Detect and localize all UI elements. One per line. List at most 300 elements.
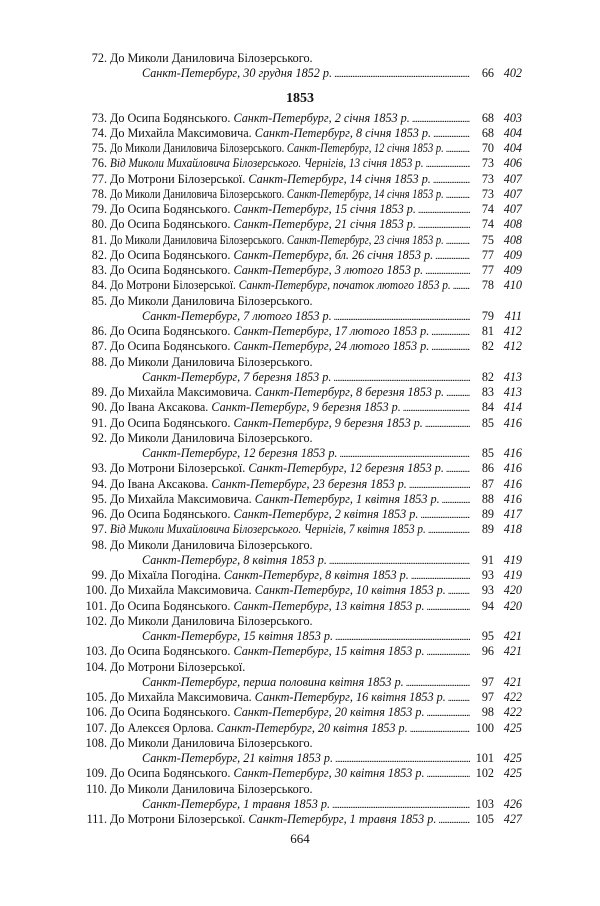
entry-place-date: Санкт-Петербург, 20 квітня 1853 р. [216, 720, 408, 735]
toc-entry-line [78, 111, 522, 126]
toc-entry-line [78, 766, 522, 781]
toc-entry [78, 111, 522, 126]
entry-body [142, 629, 470, 645]
page-ref: 82 [481, 369, 494, 384]
dot-leader [411, 568, 470, 584]
toc-entry-line [78, 690, 522, 705]
entry-body [142, 675, 470, 691]
dot-leader [433, 172, 470, 188]
toc-entry [78, 721, 522, 736]
entry-body [110, 431, 522, 446]
entry-number: 102. [85, 613, 107, 628]
page-ref: 101 [475, 751, 494, 765]
entry-number: 110. [86, 781, 107, 796]
entry-addressee: До Михайла Максимовича. [110, 491, 255, 506]
comment-page-ref: 422 [503, 690, 522, 704]
entry-place-date: Санкт-Петербург, початок лютого 1853 р. [238, 278, 451, 293]
entry-addressee: До Миколи Даниловича Білозерського. [110, 186, 287, 201]
page-ref: 105 [475, 812, 494, 826]
entry-number: 96. [91, 507, 107, 521]
entry-number: 76. [91, 156, 107, 171]
toc-entry [78, 812, 522, 827]
entry-addressee: До Алексєя Орлова. [110, 720, 217, 735]
page-ref: 87 [481, 476, 494, 491]
toc-entry-line [78, 660, 522, 675]
entry-title [110, 126, 431, 141]
comment-page-ref: 416 [503, 415, 522, 430]
entry-title [110, 233, 444, 248]
toc-entry [78, 141, 522, 156]
toc-entry [78, 400, 522, 415]
entry-body [110, 660, 522, 675]
page-ref: 73 [481, 156, 494, 171]
entry-addressee: До Миколи Даниловича Білозерського. [110, 141, 287, 155]
entry-body [110, 416, 470, 432]
entry-place-date: Санкт-Петербург, 15 квітня 1853 р. [233, 644, 425, 659]
comment-page-ref: 416 [503, 446, 522, 460]
toc-entry-line [78, 141, 522, 156]
entry-place-date: Санкт-Петербург, 12 березня 1853 р. [142, 446, 338, 460]
entry-place-date: Санкт-Петербург, 14 січня 1853 р. [286, 186, 444, 201]
toc-entry-line [78, 705, 522, 720]
toc-entry-line [78, 568, 522, 583]
toc-entry-line [78, 675, 522, 690]
page-ref: 85 [481, 415, 494, 430]
entry-body [110, 263, 470, 279]
entry-title [110, 736, 313, 751]
entry-addressee: До Миколи Даниловича Білозерського. [110, 781, 313, 796]
entry-place-date: Санкт-Петербург, 23 січня 1853 р. [286, 232, 444, 247]
page-ref: 93 [481, 568, 494, 582]
page-ref: 96 [481, 644, 494, 659]
dot-leader [329, 553, 470, 569]
comment-page-ref: 413 [503, 369, 522, 384]
comment-page-ref: 420 [503, 583, 522, 598]
comment-page-ref: 412 [503, 339, 522, 354]
entry-place-date: Санкт-Петербург, бл. 26 січня 1853 р. [233, 247, 434, 262]
entry-place-date: Санкт-Петербург, 12 січня 1853 р. [286, 141, 444, 155]
page-ref: 91 [481, 552, 494, 567]
page-ref: 88 [481, 491, 494, 506]
entry-number: 94. [91, 476, 107, 491]
toc-entry [78, 324, 522, 339]
entry-title [110, 294, 313, 309]
entry-number: 105. [85, 690, 107, 704]
entry-title [142, 446, 337, 461]
entry-place-date: Санкт-Петербург, 16 квітня 1853 р. [254, 690, 446, 704]
entry-number: 75. [91, 141, 107, 155]
dot-leader [446, 461, 470, 477]
toc-entry [78, 507, 522, 522]
entry-title [110, 278, 451, 293]
toc-entry-line [78, 339, 522, 354]
toc-entry-line [78, 324, 522, 339]
entry-place-date: Санкт-Петербург, 13 квітня 1853 р. [233, 598, 425, 613]
entry-body [110, 461, 470, 477]
dot-leader [412, 111, 470, 127]
entry-title [142, 553, 327, 568]
entry-place-date: Санкт-Петербург, 20 квітня 1853 р. [233, 705, 425, 720]
entry-title [110, 568, 409, 583]
entry-title [110, 766, 425, 781]
entry-body [110, 355, 522, 370]
page-ref: 89 [481, 522, 494, 537]
entry-addressee: До Мотрони Білозерської. [110, 171, 249, 186]
page-ref: 95 [481, 629, 494, 643]
entry-place-date: Санкт-Петербург, 30 квітня 1853 р. [233, 766, 425, 781]
dot-leader [427, 705, 471, 721]
comment-page-ref: 403 [503, 110, 522, 125]
toc-entry [78, 248, 522, 263]
entry-body [110, 507, 470, 523]
entry-body [110, 705, 470, 721]
entry-body [110, 736, 522, 751]
entry-body [110, 400, 470, 416]
dot-leader [453, 278, 470, 294]
toc-entry-line [78, 51, 522, 66]
toc-entry-line [78, 217, 522, 232]
entry-number: 107. [85, 720, 107, 735]
entry-body [110, 614, 522, 629]
page-ref: 68 [481, 110, 494, 125]
entry-body [110, 126, 470, 142]
entry-number: 85. [91, 293, 107, 308]
entry-title [110, 614, 313, 629]
comment-page-ref: 404 [503, 141, 522, 155]
toc-entry [78, 126, 522, 141]
toc-entry-line [78, 477, 522, 492]
entry-number: 78. [91, 186, 107, 201]
dot-leader [446, 187, 470, 203]
dot-leader [418, 217, 470, 233]
comment-page-ref: 416 [503, 476, 522, 491]
dot-leader [448, 690, 470, 706]
entry-place-date: Санкт-Петербург, 8 квітня 1853 р. [223, 568, 409, 582]
toc-entry-line [78, 156, 522, 171]
comment-page-ref: 425 [503, 766, 522, 781]
toc-entry [78, 187, 522, 202]
entry-number: 93. [91, 461, 107, 476]
entry-addressee: До Миколи Даниловича Білозерського. [110, 613, 313, 628]
entry-number: 86. [91, 324, 107, 338]
entry-addressee: До Осипа Бодянського. [110, 415, 234, 430]
page-ref: 77 [481, 247, 494, 262]
comment-page-ref: 427 [503, 812, 522, 826]
toc-entry-line [78, 416, 522, 431]
entry-body [110, 477, 470, 493]
toc-entry [78, 278, 522, 293]
entry-place-date: Санкт-Петербург, 2 квітня 1853 р. [233, 507, 419, 521]
entry-place-date: Санкт-Петербург, 21 січня 1853 р. [233, 217, 416, 232]
dot-leader [334, 309, 470, 325]
entry-place-date: Санкт-Петербург, 14 січня 1853 р. [248, 171, 431, 186]
toc-entry [78, 461, 522, 476]
entry-title [110, 782, 313, 797]
entry-title [110, 400, 401, 415]
page-ref: 74 [481, 217, 494, 232]
entry-body [110, 812, 470, 828]
entry-body [110, 782, 522, 797]
entry-place-date: Від Миколи Михайловича Білозерського. Чернігів, 13 січня 1853 р. [110, 156, 424, 171]
entry-title [110, 202, 416, 217]
entry-number: 109. [85, 766, 107, 781]
page-ref: 97 [481, 674, 494, 689]
toc-entry [78, 660, 522, 691]
entry-number: 90. [91, 400, 107, 415]
toc-entry-line [78, 66, 522, 81]
entry-addressee: До Миколи Даниловича Білозерського. [110, 537, 313, 552]
comment-page-ref: 414 [503, 400, 522, 415]
entry-addressee: До Михайла Максимовича. [110, 385, 255, 399]
entry-addressee: До Осипа Бодянського. [110, 202, 234, 216]
entry-addressee: До Миколи Даниловича Білозерського. [110, 735, 313, 750]
dot-leader [418, 202, 470, 218]
entry-body [110, 187, 470, 203]
toc-entry-line [78, 538, 522, 553]
page-ref: 68 [481, 125, 494, 140]
entry-addressee: До Миколи Даниловича Білозерського. [110, 354, 313, 369]
toc-entry-line [78, 614, 522, 629]
page-ref: 78 [481, 278, 494, 293]
toc-entry [78, 644, 522, 659]
comment-page-ref: 406 [503, 156, 522, 171]
page-ref: 103 [475, 796, 494, 811]
entry-title [110, 690, 446, 705]
entry-body [110, 522, 470, 538]
toc-entry-line [78, 233, 522, 248]
entry-addressee: До Осипа Бодянського. [110, 110, 234, 125]
entry-number: 89. [91, 385, 107, 399]
entry-addressee: До Осипа Бодянського. [110, 263, 234, 277]
dot-leader [334, 66, 470, 82]
entry-number: 108. [85, 735, 107, 750]
toc-entry [78, 51, 522, 82]
entry-body [110, 538, 522, 553]
toc-entry [78, 568, 522, 583]
entry-body [110, 644, 470, 660]
toc-entry-line [78, 629, 522, 644]
entry-title [142, 309, 332, 324]
comment-page-ref: 420 [503, 598, 522, 613]
entry-addressee: До Осипа Бодянського. [110, 247, 234, 262]
page-ref: 84 [481, 400, 494, 415]
comment-page-ref: 402 [503, 66, 522, 81]
toc-entry-line [78, 172, 522, 187]
page-ref: 66 [481, 66, 494, 81]
entry-number: 100. [85, 583, 107, 598]
comment-page-ref: 416 [503, 491, 522, 506]
entry-body [110, 278, 470, 294]
dot-leader [427, 644, 471, 660]
entry-place-date: Санкт-Петербург, 8 квітня 1853 р. [142, 552, 327, 567]
entry-title [142, 66, 332, 81]
toc-entry [78, 172, 522, 187]
page-ref: 85 [481, 446, 494, 460]
entry-place-date: Санкт-Петербург, 9 березня 1853 р. [233, 415, 423, 430]
entry-number: 97. [91, 522, 107, 537]
entry-addressee: До Мотрони Білозерської. [110, 461, 249, 476]
comment-page-ref: 407 [503, 186, 522, 201]
entry-addressee: До Осипа Бодянського. [110, 217, 234, 232]
entry-title [110, 721, 408, 736]
toc-entry-line [78, 522, 522, 537]
entry-addressee: До Осипа Бодянського. [110, 766, 234, 781]
page-ref: 98 [481, 705, 494, 720]
page-ref: 75 [481, 232, 494, 247]
toc-entry-line [78, 263, 522, 278]
toc-entry-line [78, 492, 522, 507]
entry-title [110, 705, 425, 720]
toc-entry-line [78, 507, 522, 522]
toc-entry-line [78, 278, 522, 293]
toc-entry [78, 538, 522, 569]
toc-entry-line [78, 583, 522, 598]
toc-entry [78, 492, 522, 507]
entry-addressee: До Миколи Даниловича Білозерського. [110, 293, 313, 308]
comment-page-ref: 419 [503, 552, 522, 567]
toc-entry-line [78, 751, 522, 766]
entry-title [110, 477, 407, 492]
entry-body [110, 202, 470, 218]
entry-body [110, 141, 470, 157]
entry-title [110, 461, 444, 476]
toc-entry-line [78, 187, 522, 202]
toc-entry-line [78, 355, 522, 370]
toc-entry [78, 766, 522, 781]
entry-body [110, 766, 470, 782]
toc-entry [78, 583, 522, 598]
entry-addressee: До Осипа Бодянського. [110, 339, 234, 354]
dot-leader [446, 141, 470, 157]
entry-body [142, 751, 470, 767]
dot-leader [431, 339, 470, 355]
toc-entry [78, 294, 522, 325]
entry-title [110, 812, 436, 827]
toc-entry [78, 477, 522, 492]
entry-body [142, 797, 470, 813]
entry-addressee: До Осипа Бодянського. [110, 598, 234, 613]
entry-title [142, 797, 330, 812]
page-ref: 97 [481, 690, 494, 704]
comment-page-ref: 407 [503, 202, 522, 216]
entry-number: 74. [91, 125, 107, 140]
entry-place-date: Санкт-Петербург, 10 квітня 1853 р. [254, 583, 446, 598]
toc-entry [78, 233, 522, 248]
toc-entry-line [78, 126, 522, 141]
entry-place-date: Санкт-Петербург, 8 березня 1853 р. [254, 385, 445, 399]
entry-place-date: Санкт-Петербург, 23 березня 1853 р. [211, 476, 407, 491]
entry-body [110, 156, 470, 172]
toc-entry [78, 599, 522, 614]
entry-body [110, 324, 470, 340]
toc-entry-line [78, 385, 522, 400]
page-ref: 79 [481, 308, 494, 323]
entry-place-date: Санкт-Петербург, 1 квітня 1853 р. [254, 491, 440, 506]
toc-entry [78, 782, 522, 813]
entry-title [110, 141, 444, 156]
entry-place-date: Санкт-Петербург, 8 січня 1853 р. [254, 125, 432, 140]
entry-title [142, 629, 333, 644]
page-ref: 102 [475, 766, 494, 781]
entry-number: 101. [85, 598, 107, 613]
entry-body [142, 446, 470, 462]
entry-title [142, 370, 331, 385]
entry-body [110, 690, 470, 706]
dot-leader [435, 248, 470, 264]
entry-title [110, 416, 423, 431]
entry-place-date: Санкт-Петербург, 21 квітня 1853 р. [142, 751, 334, 765]
toc-entry-line [78, 202, 522, 217]
dot-leader [406, 675, 470, 691]
entry-number: 73. [91, 110, 107, 125]
entry-body [110, 248, 470, 264]
dot-leader [426, 156, 470, 172]
entry-number: 99. [91, 568, 107, 582]
entry-title [142, 675, 404, 690]
page-ref: 100 [475, 720, 494, 735]
entry-body [110, 339, 470, 355]
entry-number: 77. [91, 171, 107, 186]
toc-entry-line [78, 782, 522, 797]
toc-entry [78, 416, 522, 431]
entry-number: 88. [91, 354, 107, 369]
entry-body [110, 492, 470, 508]
comment-page-ref: 421 [503, 644, 522, 659]
comment-page-ref: 409 [503, 263, 522, 277]
toc-entry [78, 705, 522, 720]
toc-entry-line [78, 294, 522, 309]
dot-leader [335, 629, 470, 645]
entry-addressee: До Михайла Максимовича. [110, 690, 255, 704]
entry-title [110, 644, 425, 659]
dot-leader [427, 766, 471, 782]
dot-leader [332, 797, 470, 813]
entry-body [110, 385, 470, 401]
toc-entry [78, 156, 522, 171]
entry-number: 72. [91, 51, 107, 65]
dot-leader [446, 385, 470, 401]
year-heading: 1853 [286, 90, 314, 106]
entry-body [110, 599, 470, 615]
entry-body [110, 721, 470, 737]
entry-place-date: Санкт-Петербург, 12 березня 1853 р. [248, 461, 444, 476]
entry-place-date: Санкт-Петербург, 1 травня 1853 р. [142, 796, 331, 811]
entry-addressee: До Осипа Бодянського. [110, 507, 234, 521]
comment-page-ref: 425 [503, 751, 522, 765]
entry-body [110, 568, 470, 584]
entry-number: 84. [91, 278, 107, 293]
entry-place-date: Від Миколи Михайловича Білозерського. Чернігів, 7 квітня 1853 р. [110, 522, 426, 537]
dot-leader [409, 477, 470, 493]
entry-body [110, 111, 470, 127]
entry-title [110, 599, 425, 614]
dot-leader [438, 812, 470, 828]
entry-addressee: До Миколи Даниловича Білозерського. [110, 430, 313, 445]
page-ref: 83 [481, 385, 494, 399]
toc-entry-line [78, 812, 522, 827]
entry-number: 111. [86, 812, 107, 826]
toc-entry-line [78, 370, 522, 385]
entry-number: 87. [91, 339, 107, 354]
dot-leader [425, 416, 470, 432]
entry-title [110, 492, 440, 507]
page-ref: 81 [481, 324, 494, 338]
toc-entry [78, 263, 522, 278]
comment-page-ref: 408 [503, 217, 522, 232]
entry-place-date: Санкт-Петербург, перша половина квітня 1853 р. [142, 674, 404, 689]
dot-leader [428, 522, 470, 538]
page-number: 664 [290, 831, 310, 846]
